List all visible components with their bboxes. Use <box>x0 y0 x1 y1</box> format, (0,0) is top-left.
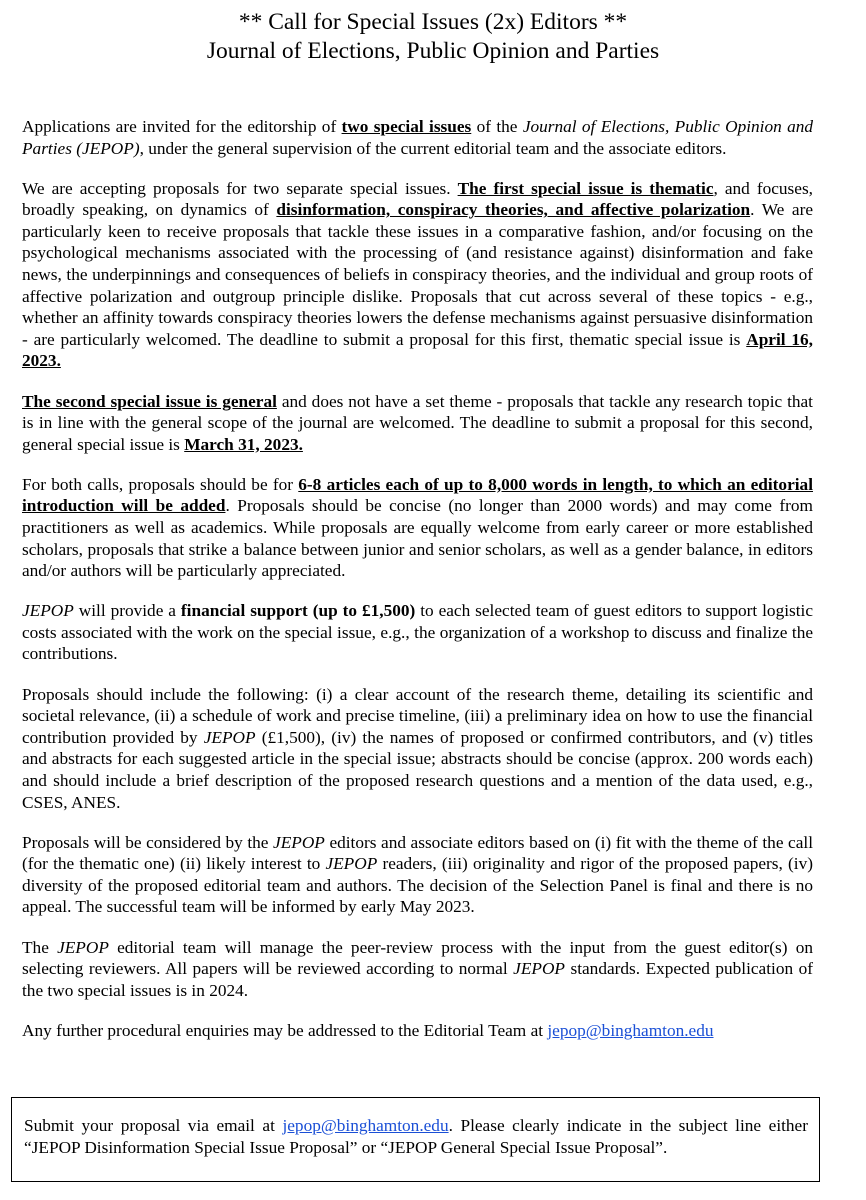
text-run: editors and associate editors based on (i) fit with the theme of the call (for the thematic one) (ii) likely interest to <box>22 832 813 874</box>
paragraph-first-issue <box>22 178 813 372</box>
emphasis-two-special-issues: two special issues <box>341 117 472 136</box>
jepop-italic: JEPOP <box>273 832 325 852</box>
text-run: , and focuses, broadly speaking, on dynamics of <box>22 178 813 220</box>
deadline-first-issue: April 16, 2023. <box>22 329 813 371</box>
text-run: of the <box>471 117 523 136</box>
text-run: . Proposals should be concise (no longer than 2000 words) and may come from practitioners as well as academics. While proposals are equally welcome from early career or more established scholars, proposals that strike a balance between junior and senior scholars, as well as a gender balance, in editors and/or authors will be particularly appreciated. <box>22 496 813 581</box>
text-run: . Please clearly indicate in the subject line either “JEPOP Disinformation Special Issue Proposal” or “JEPOP General Special Issue Proposal”. <box>24 1116 808 1157</box>
text-run: editorial team will manage the peer-review process with the input from the guest editor(s) on selecting reviewers. All papers will be reviewed according to normal <box>22 937 813 979</box>
paragraph-selection-criteria <box>22 832 813 918</box>
text-run: will provide a <box>73 601 181 621</box>
paragraph-proposal-contents <box>22 684 813 814</box>
text-run: and does not have a set theme - proposals that tackle any research topic that is in line with the general scope of the journal are welcomed. The deadline to submit a proposal for this second, general special issue is <box>22 391 813 454</box>
emphasis-first-issue-thematic: The first special issue is thematic <box>457 178 714 198</box>
jepop-italic: JEPOP <box>57 937 109 957</box>
text-run: Submit your proposal via email at <box>24 1116 283 1135</box>
text-run: standards. Expected publication of the two special issues is in 2024. <box>22 959 813 1000</box>
deadline-second-issue: March 31, 2023. <box>184 434 303 454</box>
jepop-italic: JEPOP <box>325 854 378 874</box>
text-run: , under the general supervision of the current editorial team and the associate editors. <box>139 138 727 158</box>
submit-email-link[interactable]: jepop@binghamton.edu <box>282 1116 449 1135</box>
page-title <box>0 8 866 66</box>
emphasis-topics: disinformation, conspiracy theories, and affective polarization <box>276 200 751 220</box>
journal-name-italic: Journal of Elections, Public Opinion and Parties (JEPOP) <box>22 117 814 158</box>
jepop-italic: JEPOP <box>513 959 565 979</box>
submit-instructions-text <box>24 1115 808 1158</box>
text-run: We are accepting proposals for two separate special issues. <box>22 178 458 198</box>
paragraph-peer-review <box>22 937 813 1002</box>
paragraph-financial-support <box>22 600 813 665</box>
text-run: readers, (iii) originality and rigor of the proposed papers, (iv) diversity of the proposed editorial team and authors. The decision of the Selection Panel is final and there is no appeal. The successful team will be informed by early May 2023. <box>22 854 813 917</box>
submit-instructions-box <box>11 1097 820 1182</box>
text-run: The <box>22 937 58 957</box>
paragraph-intro <box>22 116 813 159</box>
text-run: Any further procedural enquiries may be addressed to the Editorial Team at <box>22 1020 548 1040</box>
enquiries-email-link[interactable]: jepop@binghamton.edu <box>547 1020 714 1040</box>
text-run: (£1,500), (iv) the names of proposed or confirmed contributors, and (v) titles and abstracts for each suggested article in the special issue; abstracts should be concise (approx. 200 words each) and should include a brief description of the proposed research questions and a mention of the data used, e.g., CSES, ANES. <box>22 727 813 812</box>
text-run: Proposals should include the following: (i) a clear account of the research theme, detailing its scientific and societal relevance, (ii) a schedule of work and precise timeline, (iii) a preliminary idea on how to use the financial contribution provided by <box>22 684 813 747</box>
title-line-1: ** Call for Special Issues (2x) Editors ** <box>238 9 628 35</box>
emphasis-financial-support: financial support (up to £1,500) <box>180 601 416 621</box>
body-text <box>22 116 813 1060</box>
text-run: to each selected team of guest editors to support logistic costs associated with the work on the special issue, e.g., the organization of a workshop to discuss and finalize the contributions. <box>22 601 814 664</box>
text-run: For both calls, proposals should be for <box>22 474 299 494</box>
text-run: Applications are invited for the editorship of <box>22 117 342 136</box>
title-line-2: Journal of Elections, Public Opinion and Parties <box>206 38 660 64</box>
text-run: Proposals will be considered by the <box>22 832 274 852</box>
jepop-italic: JEPOP <box>22 601 74 621</box>
emphasis-article-count: 6-8 articles each of up to 8,000 words in length, to which an editorial introduction will be added <box>22 474 813 516</box>
paragraph-enquiries <box>22 1020 813 1042</box>
jepop-italic: JEPOP <box>203 727 256 747</box>
paragraph-second-issue <box>22 391 813 456</box>
paragraph-both-calls <box>22 474 813 582</box>
text-run: . We are particularly keen to receive proposals that tackle these issues in a comparative fashion, and/or focusing on the psychological mechanisms associated with the processing of (and resistance against) disinformation and fake news, the underpinnings and consequences of beliefs in conspiracy theories, and the individual and group roots of affective polarization and outgroup principle dislike. Proposals that cut across several of these topics - e.g., whether an affinity towards conspiracy theories lowers the defense mechanisms against persuasive disinformation - are particularly welcomed. The deadline to submit a proposal for this first, thematic special issue is <box>22 200 813 349</box>
emphasis-second-issue-general: The second special issue is general <box>22 391 277 411</box>
